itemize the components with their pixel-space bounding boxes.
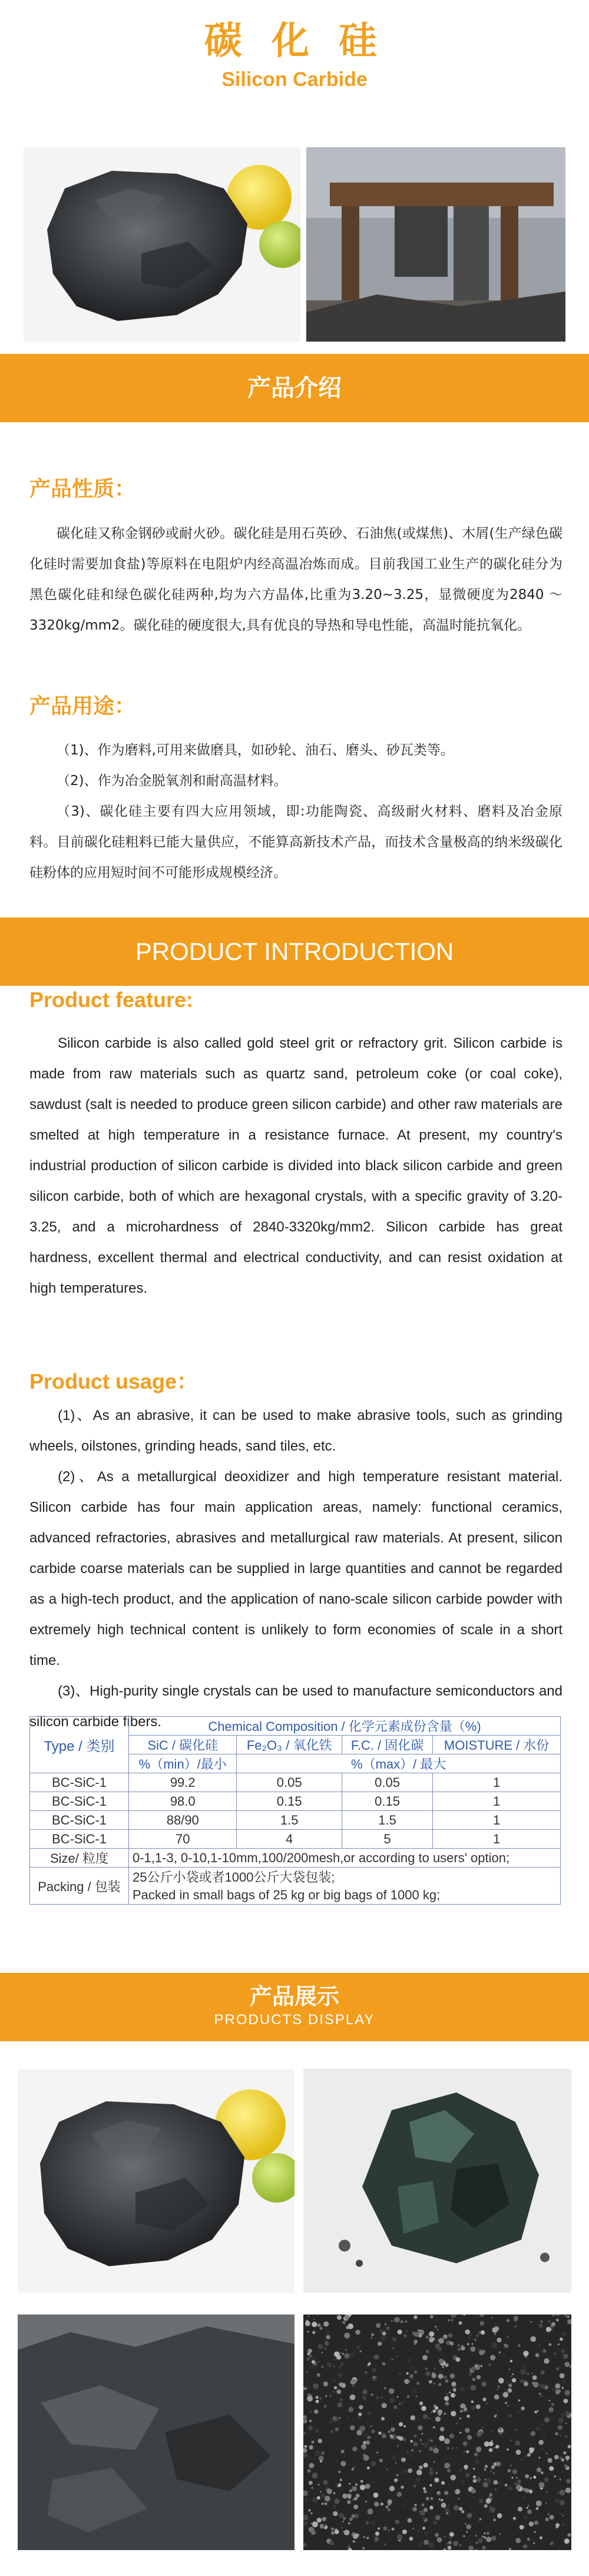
row-moisture: 1 bbox=[433, 1792, 561, 1811]
intro-zh-band bbox=[0, 354, 589, 422]
row-type: BC-SiC-1 bbox=[30, 1811, 129, 1830]
feature-heading-en: Product feature: bbox=[29, 988, 194, 1012]
usage-heading-en: Product usage： bbox=[29, 1369, 198, 1393]
composition-header: Chemical Composition / 化学元素成份含量（%) bbox=[129, 1717, 561, 1736]
feature-heading-zh: 产品性质： bbox=[29, 477, 136, 501]
page-title-en: Silicon Carbide bbox=[221, 68, 368, 91]
row-moisture: 1 bbox=[433, 1830, 561, 1849]
row-moisture: 1 bbox=[433, 1811, 561, 1830]
display-photo-grit bbox=[303, 2315, 571, 2550]
row-fc: 0.05 bbox=[342, 1773, 432, 1792]
feature-text-en: Silicon carbide is also called gold steel grit or refractory grit. Silicon carbide is made from raw materials such as quartz sand, petroleum coke (or coal coke), sawdust (salt is needed to produce green silicon carbide) and other raw materials are smelted at high temperature in a resistance furnace. At present, my country's industrial production of silicon carbide is divided into black silicon carbide and green silicon carbide, both of which are hexagonal crystals, with a specific gravity of 3.20-3.25, and a microhardness of 2840-3320kg/mm2. Silicon carbide has great hardness, excellent thermal and electrical conductivity, and can resist oxidation at high temperatures. bbox=[29, 1035, 562, 1296]
intro-zh-band-title: 产品介绍 bbox=[247, 375, 342, 402]
row-sic: 88/90 bbox=[129, 1811, 237, 1830]
packing-label: Packing / 包装 bbox=[30, 1868, 129, 1905]
row-moisture: 1 bbox=[433, 1773, 561, 1792]
usage-item-en-2: (2)、As a metallurgical deoxidizer and high temperature resistant material. Silicon carbide has four main application areas, namely: functional ceramics, advanced refractories, abrasives and metallurgical raw materials. At present, silicon carbide coarse materials can be supplied in large quantities and cannot be regarded as a high-tech product, and the application of nano-scale silicon carbide powder with extremely high technical content is unlikely to form economies of scale in a short time. bbox=[29, 1469, 562, 1668]
min-label: %（min）/最小 bbox=[129, 1754, 237, 1773]
usage-item-zh-3: （3)、碳化硅主要有四大应用领域，即:功能陶瓷、高级耐火材料、磨料及冶金原料。目前碳化硅粗料已能大量供应，不能算高新技术产品，而技术含量极高的纳米级碳化硅粉体的应用短时间不可能形成规模经济。 bbox=[29, 804, 562, 880]
hero-product-photo bbox=[24, 147, 300, 342]
table-row bbox=[30, 1792, 561, 1811]
feature-text-zh: 碳化硅又称金钢砂或耐火砂。碳化硅是用石英砂、石油焦(或煤焦)、木屑(生产绿色碳化硅时需要加食盐)等原料在电阻炉内经高温冶炼而成。目前我国工业生产的碳化硅分为黑色碳化硅和绿色碳化硅两种,均为六方晶体,比重为3.20~3.25，显微硬度为2840 ～ 3320kg/mm2。碳化硅的硬度很大,具有优良的导热和导电性能，高温时能抗氧化。 bbox=[29, 526, 562, 633]
packing-value-zh: 25公斤小袋或者1000公斤大袋包装; bbox=[129, 1868, 561, 1886]
type-header: Type / 类别 bbox=[30, 1717, 129, 1773]
page-title-zh: 碳 化 硅 bbox=[204, 19, 385, 63]
row-fe: 1.5 bbox=[237, 1811, 342, 1830]
row-fc: 5 bbox=[342, 1830, 432, 1849]
intro-en-band-title: PRODUCT INTRODUCTION bbox=[135, 938, 454, 965]
row-sic: 70 bbox=[129, 1830, 237, 1849]
display-photo-crystals bbox=[303, 2069, 571, 2293]
hero-factory-photo bbox=[306, 147, 565, 342]
col-sic: SiC / 碳化硅 bbox=[129, 1736, 237, 1754]
col-moisture: MOISTURE / 水份 bbox=[433, 1736, 561, 1754]
usage-item-zh-2: （2)、作为冶金脱氧剂和耐高温材料。 bbox=[57, 773, 287, 789]
composition-table bbox=[29, 1716, 561, 1905]
row-type: BC-SiC-1 bbox=[30, 1792, 129, 1811]
row-fc: 1.5 bbox=[342, 1811, 432, 1830]
row-type: BC-SiC-1 bbox=[30, 1773, 129, 1792]
row-fe: 4 bbox=[237, 1830, 342, 1849]
table-row bbox=[30, 1773, 561, 1792]
display-photo-rock bbox=[18, 2069, 294, 2293]
col-fc: F.C. / 固化碳 bbox=[342, 1736, 432, 1754]
table-row bbox=[30, 1830, 561, 1849]
col-fe2o3: Fe₂O₃ / 氧化铁 bbox=[237, 1736, 342, 1754]
display-band bbox=[0, 1973, 589, 2041]
usage-item-en-3: (3)、High-purity single crystals can be used to manufacture semiconductors and silicon carbide fibers. bbox=[29, 1683, 562, 1730]
intro-en-band bbox=[0, 918, 589, 986]
display-photo-pile bbox=[18, 2315, 294, 2550]
size-label: Size/ 粒度 bbox=[30, 1849, 129, 1868]
usage-list-en bbox=[29, 1400, 562, 1737]
usage-heading-zh: 产品用途： bbox=[29, 694, 136, 719]
display-band-title-zh: 产品展示 bbox=[249, 1984, 339, 2009]
packing-value-en: Packed in small bags of 25 kg or big bags of 1000 kg; bbox=[129, 1886, 561, 1905]
table-row bbox=[30, 1811, 561, 1830]
usage-item-en-1: (1)、As an abrasive, it can be used to make abrasive tools, such as grinding wheels, oilstones, grinding heads, sand tiles, etc. bbox=[29, 1408, 562, 1454]
usage-list-zh bbox=[29, 735, 562, 888]
row-type: BC-SiC-1 bbox=[30, 1830, 129, 1849]
size-value: 0-1,1-3, 0-10,1-10mm,100/200mesh,or according to users' option; bbox=[129, 1849, 561, 1868]
row-fe: 0.15 bbox=[237, 1792, 342, 1811]
row-fe: 0.05 bbox=[237, 1773, 342, 1792]
display-band-title-en: PRODUCTS DISPLAY bbox=[214, 2012, 375, 2028]
usage-item-zh-1: （1)、作为磨料,可用来做磨具，如砂轮、油石、磨头、砂瓦类等。 bbox=[57, 743, 454, 758]
row-sic: 98.0 bbox=[129, 1792, 237, 1811]
row-sic: 99.2 bbox=[129, 1773, 237, 1792]
row-fc: 0.15 bbox=[342, 1792, 432, 1811]
max-label: %（max）/ 最大 bbox=[237, 1754, 561, 1773]
